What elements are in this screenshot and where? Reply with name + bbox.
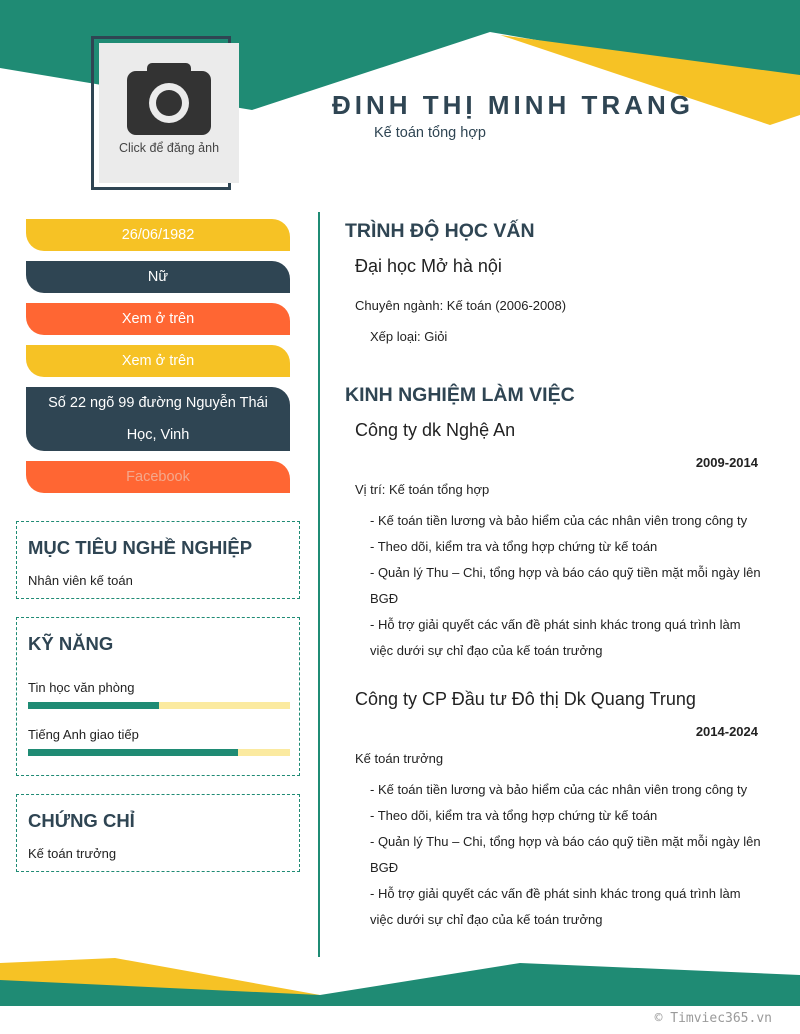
duty-item: - Kế toán tiền lương và bảo hiểm của các nhân viên trong công ty (370, 513, 748, 528)
facebook-label: Facebook (126, 469, 190, 485)
skills-section (16, 617, 300, 776)
skills-title: KỸ NĂNG (28, 633, 114, 654)
duty-item: - Theo dõi, kiểm tra và tổng hợp chứng từ kế toán (370, 808, 658, 823)
skill-bar-fill (28, 749, 238, 756)
camera-icon (127, 63, 211, 135)
certificates-section (16, 794, 300, 872)
phone-field[interactable]: Xem ở trên (26, 303, 290, 335)
objective-title: MỤC TIÊU NGHỀ NGHIỆP (28, 537, 253, 558)
gender-field[interactable]: Nữ (26, 261, 290, 293)
duty-item: - Hỗ trợ giải quyết các vấn đề phát sinh khác trong quá trình làm việc dưới sự chỉ đạo của kế toán trưởng (370, 886, 741, 927)
job-duties[interactable] (370, 777, 765, 933)
job-period[interactable]: 2014-2024 (695, 724, 758, 739)
avatar-upload-label: Click để đăng ảnh (118, 141, 220, 155)
education-major[interactable]: Chuyên ngành: Kế toán (2006-2008) (355, 298, 567, 313)
job-position[interactable]: Kế toán trưởng (355, 751, 444, 766)
candidate-job-title[interactable]: Kế toán tổng hợp (374, 125, 486, 141)
certificate-item[interactable]: Kế toán trưởng (28, 846, 117, 861)
address-field[interactable]: Số 22 ngõ 99 đường Nguyễn Thái Học, Vinh (26, 387, 290, 451)
skill-label[interactable]: Tiếng Anh giao tiếp (28, 727, 139, 742)
duty-item: - Kế toán tiền lương và bảo hiểm của các nhân viên trong công ty (370, 782, 748, 797)
facebook-field[interactable] (26, 461, 290, 493)
school-name[interactable]: Đại học Mở hà nội (355, 256, 502, 276)
candidate-name[interactable]: ĐINH THỊ MINH TRANG (332, 90, 694, 120)
skill-bar (28, 702, 290, 709)
objective-text[interactable]: Nhân viên kế toán (28, 573, 133, 588)
skill-label[interactable]: Tin học văn phòng (28, 680, 135, 695)
duty-item: - Hỗ trợ giải quyết các vấn đề phát sinh khác trong quá trình làm việc dưới sự chỉ đạo của kế toán trưởng (370, 617, 741, 658)
job-period[interactable]: 2009-2014 (695, 455, 758, 470)
email-field[interactable]: Xem ở trên (26, 345, 290, 377)
birthday-field[interactable]: 26/06/1982 (26, 219, 290, 251)
certificates-title: CHỨNG CHỈ (28, 810, 135, 831)
job-position[interactable]: Vị trí: Kế toán tổng hợp (355, 482, 490, 497)
education-grade[interactable]: Xếp loại: Giỏi (370, 329, 448, 344)
skill-bar-fill (28, 702, 159, 709)
job-duties[interactable] (370, 508, 765, 664)
skill-bar (28, 749, 290, 756)
objective-section (16, 521, 300, 599)
company-name[interactable]: Công ty CP Đầu tư Đô thị Dk Quang Trung (355, 689, 696, 709)
watermark: © Timviec365.vn (654, 1011, 772, 1026)
avatar-upload[interactable] (99, 43, 239, 183)
experience-title: KINH NGHIỆM LÀM VIỆC (345, 384, 575, 406)
duty-item: - Quản lý Thu – Chi, tổng hợp và báo cáo quỹ tiền mặt mỗi ngày lên BGĐ (370, 834, 761, 875)
duty-item: - Quản lý Thu – Chi, tổng hợp và báo cáo quỹ tiền mặt mỗi ngày lên BGĐ (370, 565, 761, 606)
company-name[interactable]: Công ty dk Nghệ An (355, 420, 516, 440)
education-title: TRÌNH ĐỘ HỌC VẤN (345, 220, 535, 242)
column-divider (318, 212, 320, 957)
duty-item: - Theo dõi, kiểm tra và tổng hợp chứng từ kế toán (370, 539, 658, 554)
